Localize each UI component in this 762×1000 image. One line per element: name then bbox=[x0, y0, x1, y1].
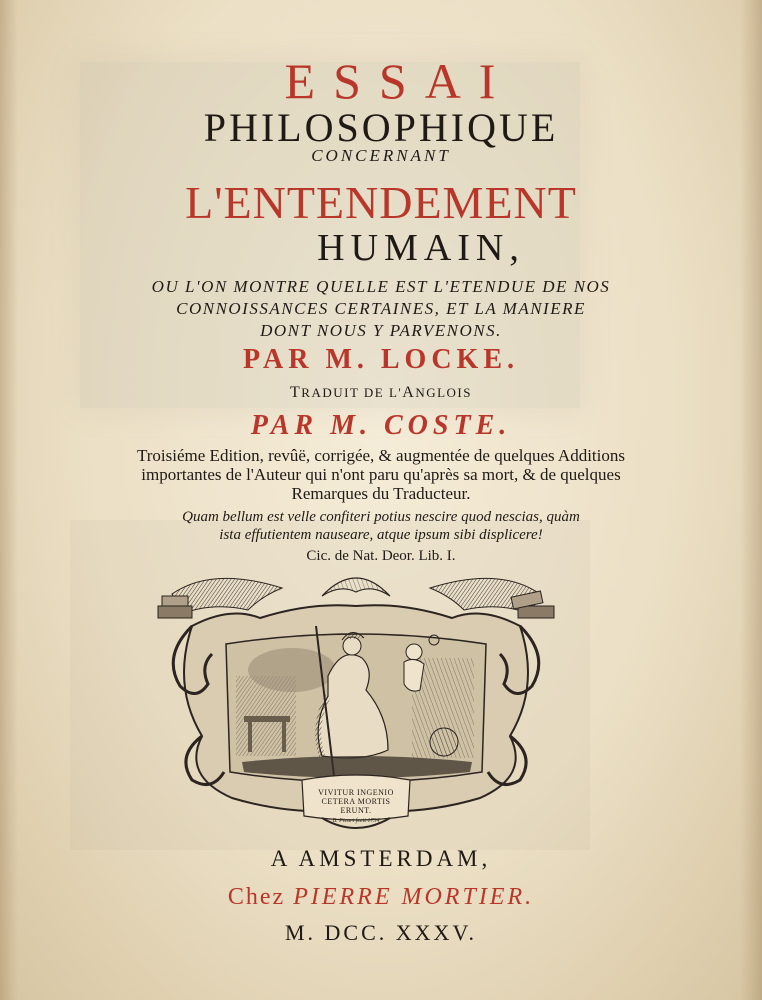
imprint-place: A AMSTERDAM, bbox=[270, 846, 492, 871]
epigraph-line: ista effutientem nauseare, atque ipsum sibi displicere! bbox=[219, 527, 543, 543]
motto-line: VIVITUR INGENIO bbox=[318, 788, 394, 797]
edition-line: importantes de l'Auteur qui n'ont paru qu'après sa mort, & de quelques bbox=[141, 465, 621, 484]
subtitle bbox=[0, 276, 762, 342]
publisher-name: PIERRE MORTIER. bbox=[293, 884, 535, 910]
motto-line: ERUNT. bbox=[340, 806, 372, 815]
translated-end: NGLOIS bbox=[415, 385, 472, 400]
title-essai: ESSAI bbox=[284, 53, 514, 109]
title-concernant: CONCERNANT bbox=[311, 146, 451, 165]
edition-line: Troisiéme Edition, revûë, corrigée, & augmentée de quelques Additions bbox=[136, 446, 625, 465]
motto-line: CETERA MORTIS bbox=[321, 797, 391, 806]
publisher-prefix: Chez bbox=[227, 884, 286, 910]
title-philosophique: PHILOSOPHIQUE bbox=[203, 105, 559, 150]
edition-note bbox=[0, 446, 762, 503]
translator-line: PAR M. COSTE. bbox=[250, 410, 512, 441]
engraving-motto bbox=[152, 788, 560, 815]
subtitle-line: CONNOISSANCES CERTAINES, ET LA MANIERE bbox=[176, 299, 586, 318]
subtitle-line: OU L'ON MONTRE QUELLE EST L'ETENDUE DE NOS bbox=[151, 277, 611, 296]
imprint-year: M. DCC. XXXV. bbox=[284, 920, 477, 945]
epigraph bbox=[0, 508, 762, 544]
subtitle-line: DONT NOUS Y PARVENONS. bbox=[260, 321, 502, 340]
printers-device-engraving bbox=[152, 566, 560, 838]
translated-rest: RADUIT DE L' bbox=[301, 385, 403, 400]
translated-from-line bbox=[0, 384, 762, 402]
edition-line: Remarques du Traducteur. bbox=[291, 484, 471, 503]
title-entendement: L'ENTENDEMENT bbox=[185, 177, 577, 228]
imprint-publisher bbox=[0, 884, 762, 911]
translated-prefix: T bbox=[290, 384, 302, 401]
title-humain: HUMAIN, bbox=[317, 227, 525, 269]
epigraph-source: Cic. de Nat. Deor. Lib. I. bbox=[306, 548, 456, 564]
engraver-signature: B. Picart fecit 1734 bbox=[332, 818, 380, 824]
author-line: PAR M. LOCKE. bbox=[242, 344, 520, 375]
translated-a: A bbox=[402, 384, 416, 401]
epigraph-line: Quam bellum est velle confiteri potius nescire quod nescias, quàm bbox=[182, 509, 580, 525]
